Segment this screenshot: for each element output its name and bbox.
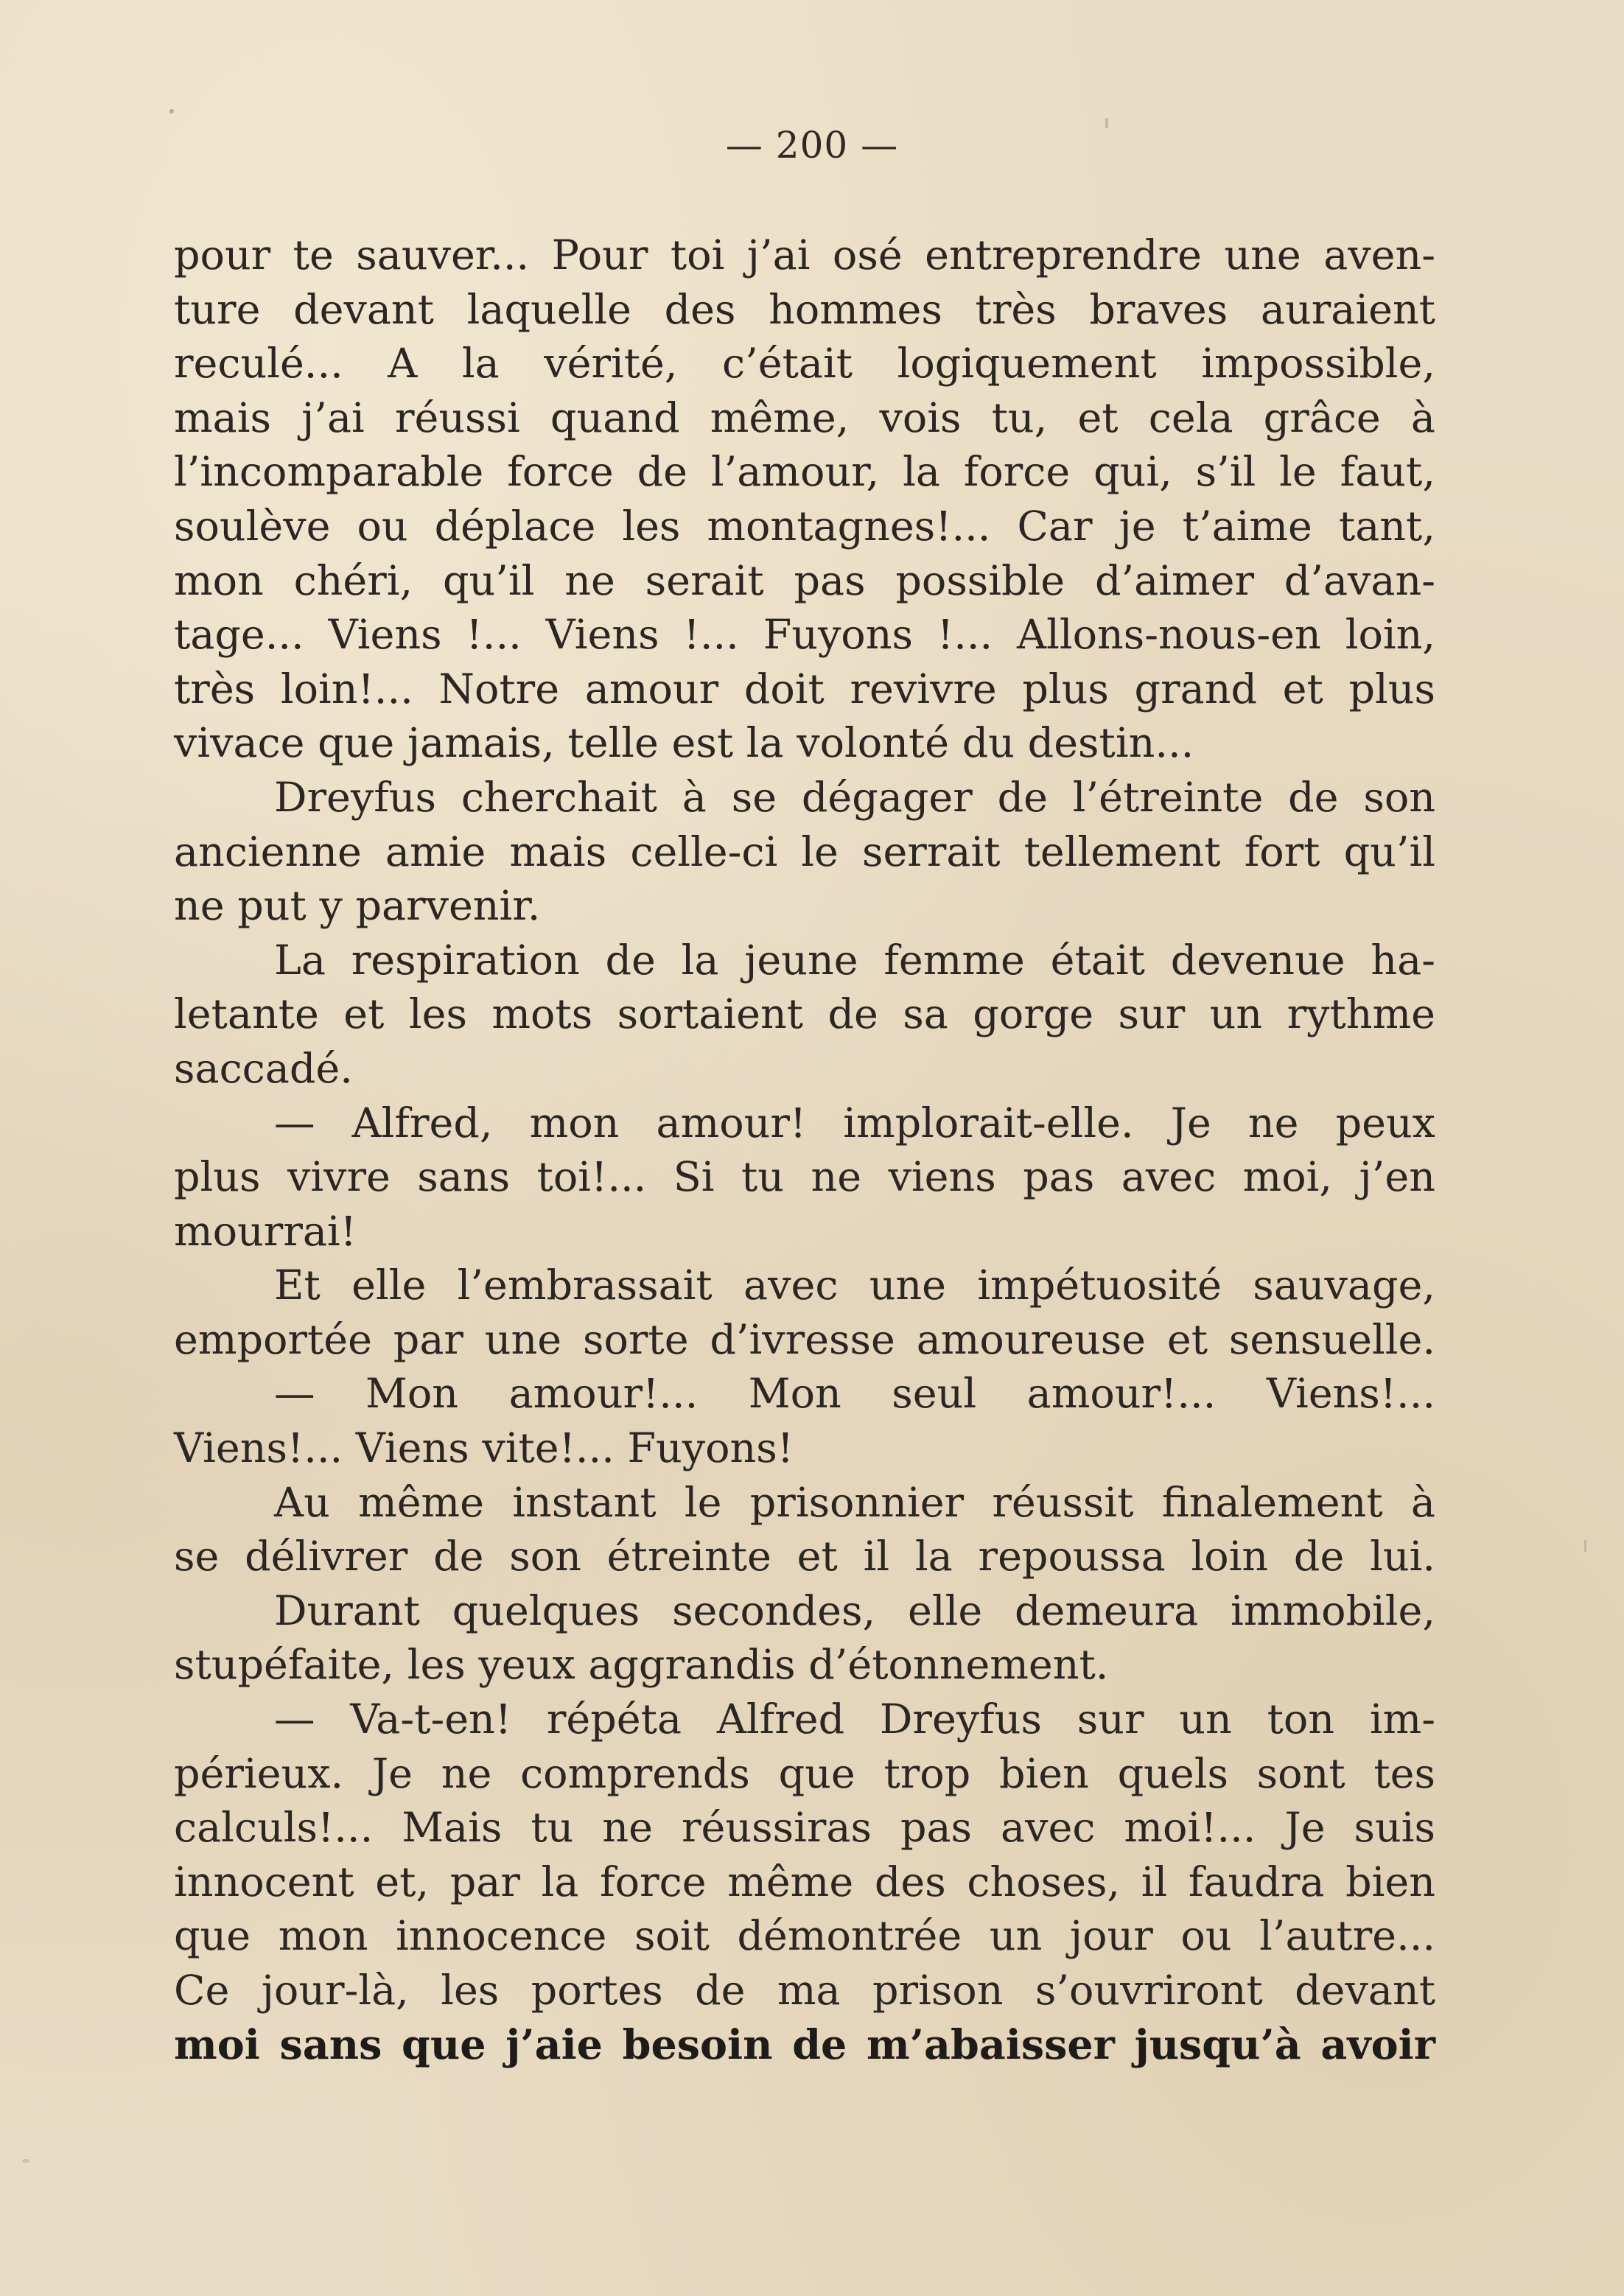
text-line: — Mon amour!... Mon seul amour!... Viens!... (274, 1370, 1435, 1418)
body-text (174, 228, 1435, 2072)
text-line: innocent et, par la force même des choses, il faudra bien (174, 1858, 1435, 1906)
text-line: mon chéri, qu’il ne serait pas possible d’aimer d’avan- (174, 556, 1435, 605)
text-line: ne put y parvenir. (174, 882, 541, 931)
text-line: périeux. Je ne comprends que trop bien quels sont tes (174, 1749, 1435, 1798)
text-line: très loin!... Notre amour doit revivre plus grand et plus (174, 665, 1435, 713)
text-line: Et elle l’embrassait avec une impétuosité sauvage, (274, 1261, 1435, 1310)
text-line: stupéfaite, les yeux aggrandis d’étonnement. (174, 1641, 1109, 1690)
page-number: — 200 — (725, 124, 899, 167)
text-line: plus vivre sans toi!... Si tu ne viens pas avec moi, j’en (174, 1153, 1435, 1202)
paper-speck (1584, 1540, 1586, 1552)
paper-speck (22, 2159, 29, 2163)
text-line: reculé... A la vérité, c’était logiquement impossible, (174, 340, 1435, 388)
text-line: l’incomparable force de l’amour, la force qui, s’il le faut, (174, 448, 1435, 497)
text-line: — Alfred, mon amour! implorait-elle. Je ne peux (274, 1099, 1435, 1147)
text-line: que mon innocence soit démontrée un jour ou l’autre... (174, 1912, 1435, 1961)
paper-speck (169, 109, 174, 113)
text-line: emportée par une sorte d’ivresse amoureuse et sensuelle. (174, 1315, 1435, 1364)
text-line: ancienne amie mais celle-ci le serrait tellement fort qu’il (174, 827, 1435, 876)
text-line: saccadé. (174, 1044, 353, 1093)
text-line: se délivrer de son étreinte et il la repoussa loin de lui. (174, 1533, 1435, 1581)
text-line: Ce jour-là, les portes de ma prison s’ouvriront devant (174, 1967, 1435, 2015)
text-line: mais j’ai réussi quand même, vois tu, et cela grâce à (174, 393, 1435, 442)
text-line: Viens!... Viens vite!... Fuyons! (174, 1424, 794, 1473)
text-line: soulève ou déplace les montagnes!... Car je t’aime tant, (174, 502, 1435, 550)
text-line: tage... Viens !... Viens !... Fuyons !... Allons-nous-en loin, (174, 611, 1435, 659)
text-line: Dreyfus cherchait à se dégager de l’étreinte de son (274, 773, 1435, 822)
text-line: mourrai! (174, 1207, 357, 1256)
text-line: — Va-t-en! répéta Alfred Dreyfus sur un ton im- (274, 1695, 1435, 1744)
text-line: La respiration de la jeune femme était devenue ha- (274, 936, 1435, 984)
text-line: vivace que jamais, telle est la volonté du destin... (174, 719, 1194, 768)
text-line: pour te sauver... Pour toi j’ai osé entreprendre une aven- (174, 231, 1435, 279)
text-line: Durant quelques secondes, elle demeura immobile, (274, 1586, 1435, 1635)
text-line: moi sans que j’aie besoin de m’abaisser jusqu’à avoir (174, 2020, 1435, 2069)
text-line: ture devant laquelle des hommes très braves auraient (174, 285, 1435, 334)
text-line: letante et les mots sortaient de sa gorge sur un rythme (174, 990, 1435, 1039)
text-line: calculs!... Mais tu ne réussiras pas avec moi!... Je suis (174, 1804, 1435, 1852)
text-line: Au même instant le prisonnier réussit finalement à (274, 1478, 1435, 1527)
